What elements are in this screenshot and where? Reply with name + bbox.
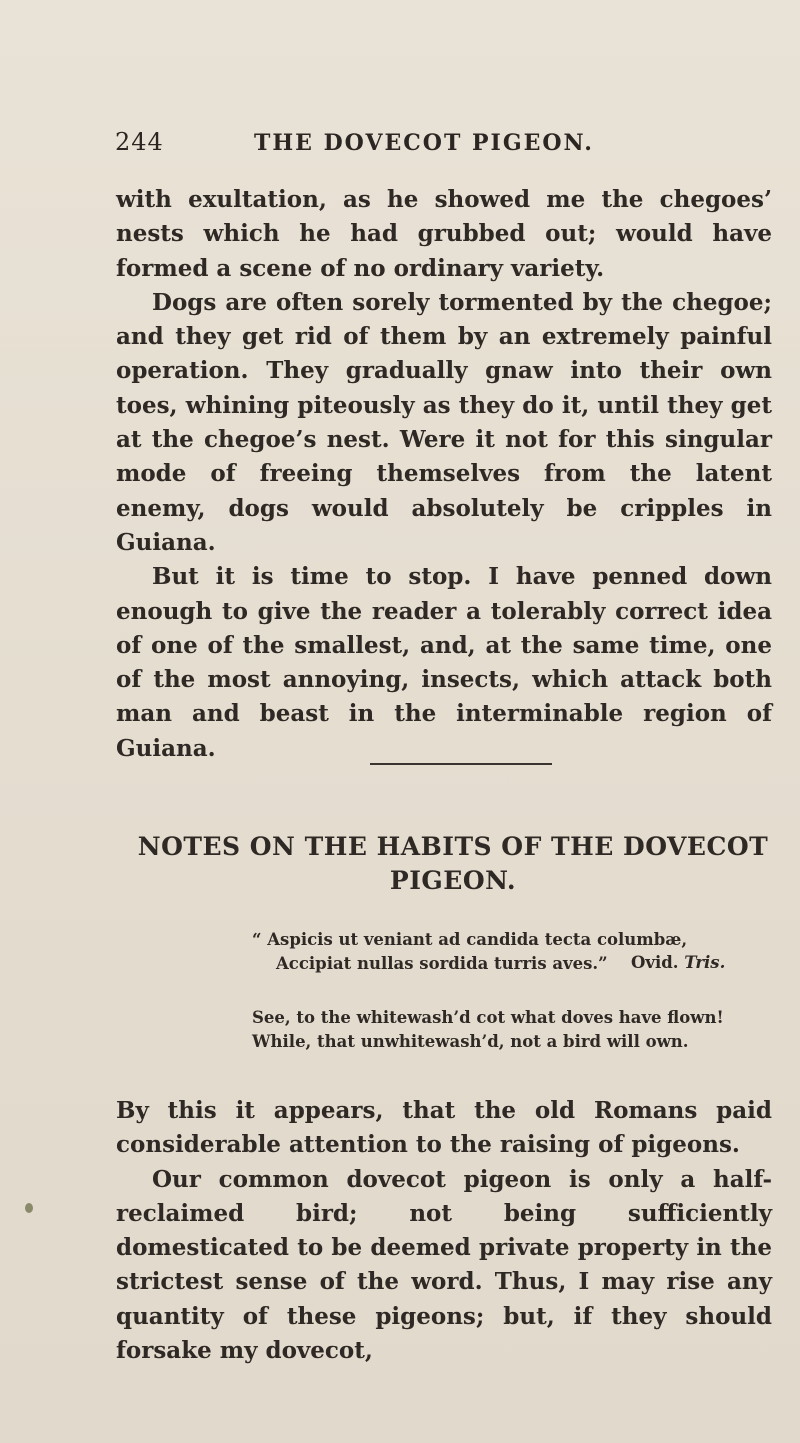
epigraph-line: Accipiat nullas sordida turris aves.” — [276, 954, 608, 973]
page-stain — [25, 1203, 33, 1213]
attribution-work: Tris. — [684, 953, 726, 972]
section-title-line: PIGEON. — [389, 866, 517, 895]
running-head — [0, 128, 800, 168]
epigraph-attribution — [631, 953, 725, 972]
body-text-top — [116, 183, 772, 766]
paragraph: But it is time to stop. I have penned down enough to give the reader a tolerably correct idea of one of the smallest, and, at the same time, one of the most annoying, insects, which attack both man and beast in the interminable region of Guiana. — [116, 563, 772, 762]
attribution-author: Ovid. — [631, 953, 679, 972]
paragraph: Dogs are often sorely tormented by the chegoe; and they get rid of them by an extremely painful operation. They gradually gnaw into their own toes, whining piteously as they do it, until they get at the chegoe’s nest. Were it not for this singular mode of freeing themselves from the latent enemy, dogs would absolutely be cripples in Guiana. — [116, 288, 772, 556]
section-title-line: NOTES ON THE HABITS OF THE DOVECOT — [137, 832, 769, 861]
paragraph: By this it appears, that the old Romans paid considerable attention to the raising of pigeons. — [116, 1097, 772, 1159]
epigraph-line: See, to the whitewash’d cot what doves have flown! — [252, 1008, 724, 1027]
section-divider — [370, 763, 552, 765]
paragraph: Our common dovecot pigeon is only a half-reclaimed bird; not being sufficiently domesticated to be deemed private property in the strictest sense of the word. Thus, I may rise any quantity of these pigeons; but, if they should forsake my dovecot, — [116, 1165, 772, 1365]
epigraph-line: “ Aspicis ut veniant ad candida tecta columbæ, — [252, 930, 688, 949]
page-number: 244 — [115, 128, 164, 156]
epigraph-english — [252, 1006, 772, 1054]
body-text-bottom — [116, 1094, 772, 1368]
paragraph: with exultation, as he showed me the chegoes’ nests which he had grubbed out; would have formed a scene of no ordinary variety. — [116, 186, 772, 282]
running-title: THE DOVECOT PIGEON. — [254, 130, 594, 156]
section-title — [108, 830, 798, 898]
epigraph-line: While, that unwhitewash’d, not a bird will own. — [252, 1032, 689, 1051]
